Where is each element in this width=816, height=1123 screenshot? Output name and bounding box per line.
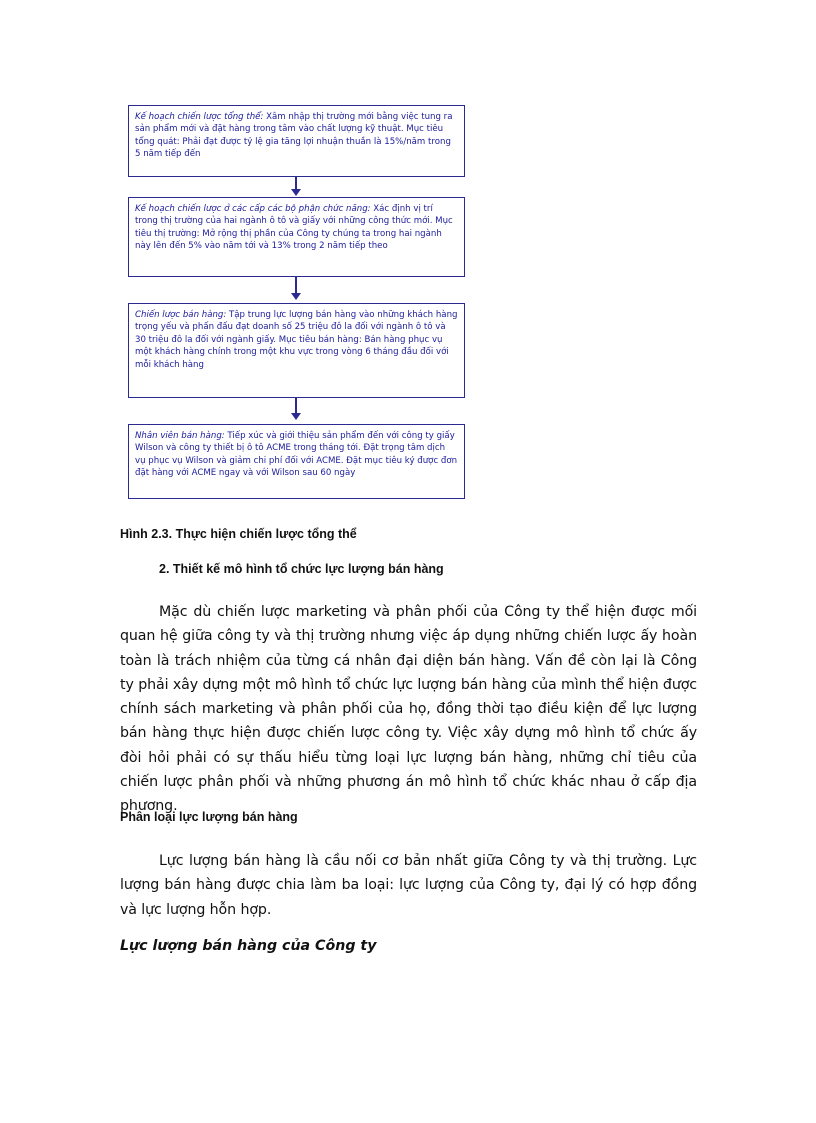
box-lead: Chiến lược bán hàng:: [135, 310, 227, 320]
section-heading: Phân loại lực lượng bán hàng: [120, 810, 298, 824]
box-text: Tập trung lực lượng bán hàng vào những khách hàng trọng yếu và phấn đấu đạt doanh số 25 triệu đô la đối với ngành ô tô và 30 triệu đô la đối với ngành giấy. Mục tiêu bán hàng: Bán hàng phục vụ một khách hàng chính trong một khu vực trong vòng 6 tháng đầu đối với mỗi khách hàng: [135, 310, 458, 370]
flowchart-box-salesperson: [128, 424, 465, 499]
arrow-down-icon: [291, 413, 301, 420]
arrow-down-icon: [291, 189, 301, 196]
figure-caption: Hình 2.3. Thực hiện chiến lược tổng thể: [120, 527, 357, 541]
body-paragraph: Mặc dù chiến lược marketing và phân phối của Công ty thể hiện được mối quan hệ giữa công ty và thị trường nhưng việc áp dụng những chiến lược ấy hoàn toàn là trách nhiệm của từng cá nhân đại diện bán hàng. Vấn đề còn lại là Công ty phải xây dựng một mô hình tổ chức lực lượng bán hàng của mình thể hiện được chính sách marketing và phân phối của họ, đồng thời tạo điều kiện để lực lượng bán hàng thực hiện được chiến lược công ty. Việc xây dựng mô hình tổ chức ấy đòi hỏi phải có sự thấu hiểu từng loại lực lượng bán hàng, những chỉ tiêu của chiến lược phân phối và những phương án mô hình tổ chức khác nhau ở cấp địa phương.: [120, 604, 697, 815]
box-lead: Kế hoạch chiến lược ở các cấp các bộ phận chức năng:: [135, 204, 371, 214]
box-text: Xâm nhập thị trường mới bằng việc tung ra sản phẩm mới và đặt hàng trong tâm vào chất lượng kỹ thuật. Mục tiêu tổng quát: Phải đạt được tỷ lệ gia tăng lợi nhuận thuần là 15%/năm trong 5 năm tiếp đến: [135, 112, 453, 160]
box-lead: Nhân viên bán hàng:: [135, 431, 225, 441]
arrow-down-icon: [291, 293, 301, 300]
box-text: Xác định vị trí trong thị trường của hai ngành ô tô và giấy với những công thức mới. Mục tiêu thị trường: Mở rộng thị phần của Công ty chúng ta trong hai ngành này lên đến 5% vào năm tới và 13% trong 2 năm tiếp theo: [135, 204, 453, 252]
subheading: 2. Thiết kế mô hình tổ chức lực lượng bán hàng: [159, 562, 444, 576]
flowchart-box-overall-plan: [128, 105, 465, 177]
box-text: Tiếp xúc và giới thiệu sản phẩm đến với công ty giấy Wilson và công ty thiết bị ô tô ACME trong tháng tới. Đặt trọng tâm dịch vụ phục vụ Wilson và giảm chi phí đối với ACME. Đặt mục tiêu ký được đơn đặt hàng với ACME ngay và với Wilson sau 60 ngày: [135, 431, 458, 479]
body-paragraph: Lực lượng bán hàng là cầu nối cơ bản nhất giữa Công ty và thị trường. Lực lượng bán hàng được chia làm ba loại: lực lượng của Công ty, đại lý có hợp đồng và lực lượng hỗn hợp.: [120, 853, 697, 918]
flowchart-box-functional-plan: [128, 197, 465, 277]
section-heading-italic: Lực lượng bán hàng của Công ty: [120, 938, 377, 954]
flowchart-box-sales-strategy: [128, 303, 465, 398]
box-lead: Kế hoạch chiến lược tổng thể:: [135, 112, 264, 122]
